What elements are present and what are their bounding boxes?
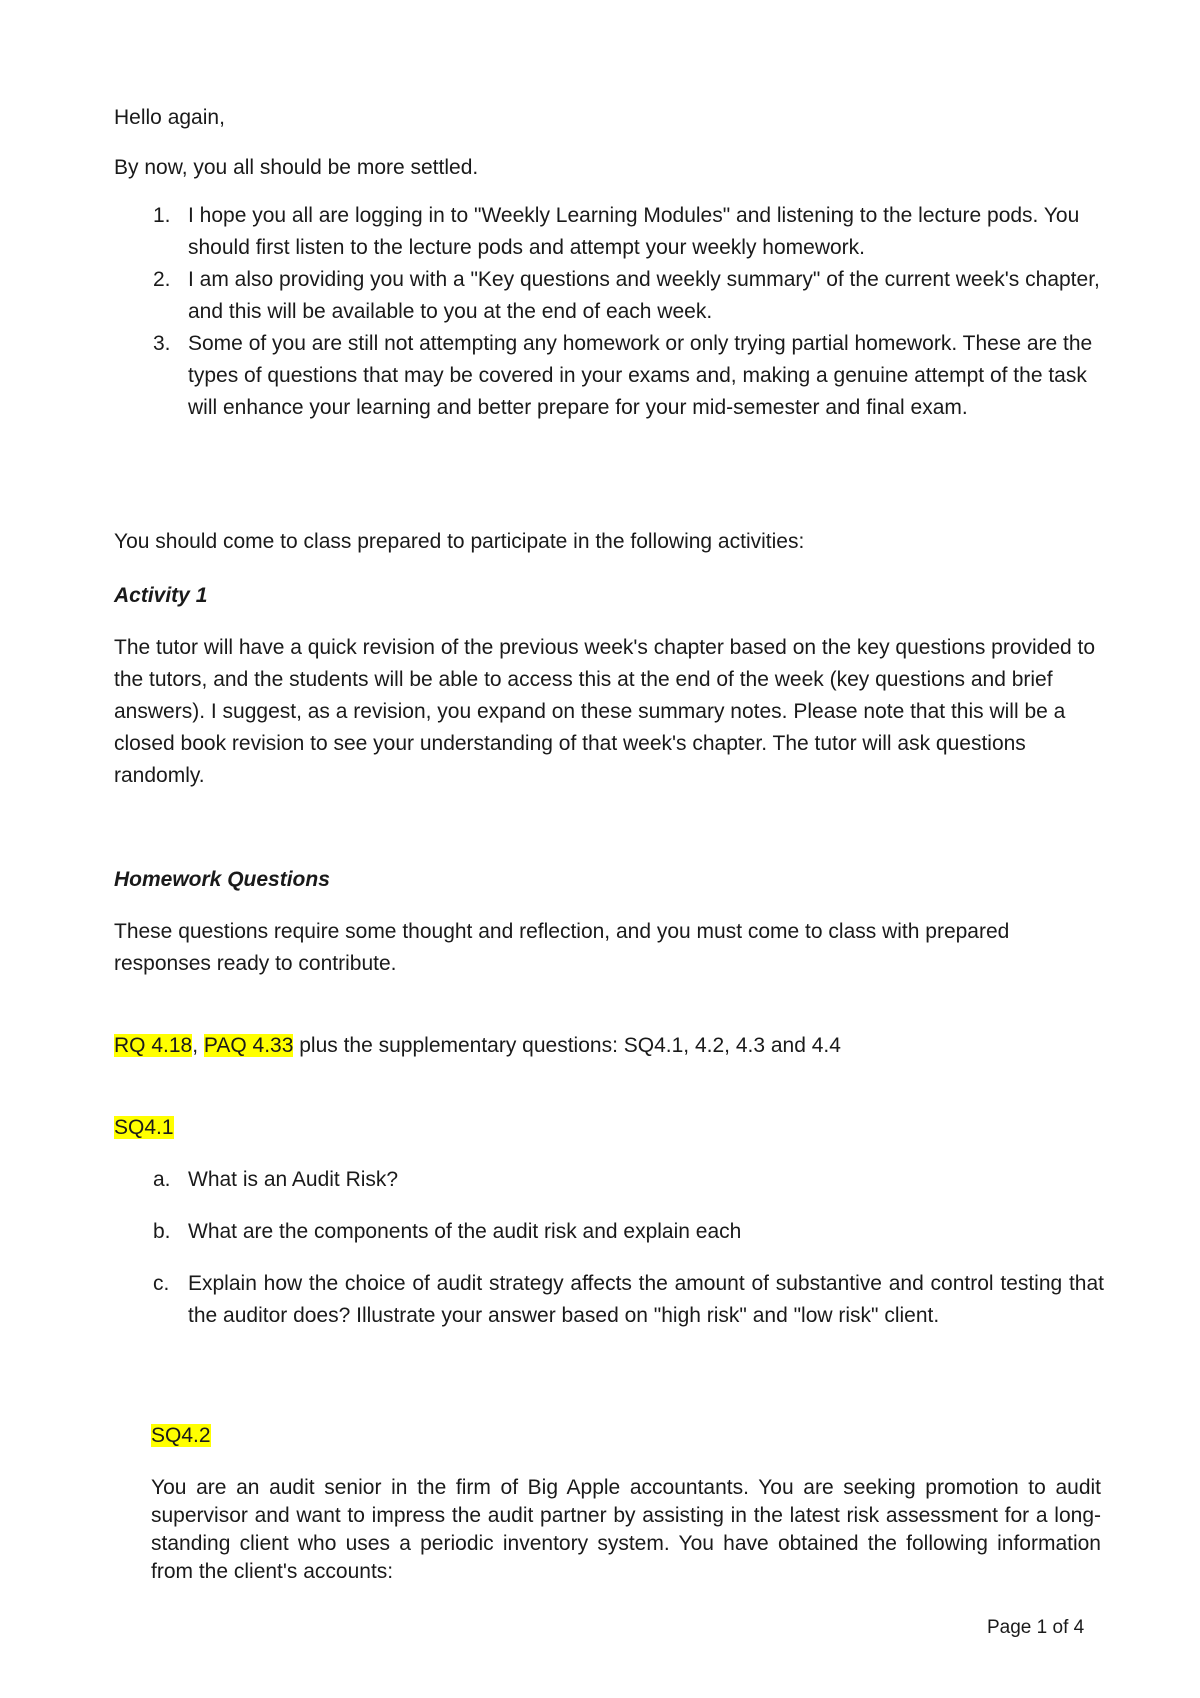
greeting: Hello again, <box>114 106 225 129</box>
list-item-text: What are the components of the audit risk and explain each <box>188 1220 742 1243</box>
homework-body: These questions require some thought and reflection, and you must come to class with prepared responses ready to contribute. <box>114 920 1010 975</box>
list-number: 1. <box>153 204 171 227</box>
list-item <box>114 1216 1104 1248</box>
intro-paragraph: By now, you all should be more settled. <box>114 156 479 179</box>
paq-reference: PAQ 4.33 <box>203 1034 294 1057</box>
sq42-label-text: SQ4.2 <box>151 1424 211 1447</box>
list-item <box>114 200 1104 264</box>
numbered-list <box>114 200 1104 424</box>
list-item <box>114 264 1104 328</box>
list-letter: c. <box>153 1272 170 1295</box>
list-item <box>114 1268 1104 1332</box>
list-item-text: Some of you are still not attempting any homework or only trying partial homework. These are the types of questions that may be covered in your exams and, making a genuine attempt of the task will enhance your learning and better prepare for your mid-semester and final exam. <box>188 332 1093 419</box>
activity-1-heading: Activity 1 <box>114 584 208 607</box>
list-number: 2. <box>153 268 171 291</box>
homework-heading: Homework Questions <box>114 868 330 891</box>
sq41-label-text: SQ4.1 <box>114 1116 174 1139</box>
supplementary-text: plus the supplementary questions: SQ4.1, 4.2, 4.3 and 4.4 <box>293 1034 841 1057</box>
sq41-label <box>114 1112 174 1144</box>
rq-reference: RQ 4.18 <box>114 1034 193 1057</box>
sq41-list <box>114 1164 1104 1332</box>
list-item-text: Explain how the choice of audit strategy affects the amount of substantive and control testing that the auditor does? Illustrate your answer based on "high risk" and "low risk" client. <box>188 1272 1104 1327</box>
list-item-text: I hope you all are logging in to "Weekly Learning Modules" and listening to the lecture pods. You should first listen to the lecture pods and attempt your weekly homework. <box>188 204 1080 259</box>
prepare-paragraph: You should come to class prepared to participate in the following activities: <box>114 530 805 553</box>
homework-references <box>114 1030 1114 1062</box>
list-number: 3. <box>153 332 171 355</box>
page-number-footer: Page 1 of 4 <box>987 1617 1085 1638</box>
list-item-text: I am also providing you with a "Key questions and weekly summary" of the current week's chapter, and this will be available to you at the end of each week. <box>188 268 1100 323</box>
list-item <box>114 328 1104 424</box>
list-item-text: What is an Audit Risk? <box>188 1168 399 1191</box>
sq42-body: You are an audit senior in the firm of Big Apple accountants. You are seeking promotion to audit supervisor and want to impress the audit partner by assisting in the latest risk assessment for a long-standing client who uses a periodic inventory system. You have obtained the following information from the client's accounts: <box>151 1476 1101 1583</box>
list-letter: b. <box>153 1220 171 1243</box>
sq42-label <box>151 1420 211 1452</box>
list-item <box>114 1164 1104 1196</box>
ref-separator: , <box>192 1034 204 1057</box>
activity-1-body: The tutor will have a quick revision of the previous week's chapter based on the key questions provided to the tutors, and the students will be able to access this at the end of the week (key questions and brief answers). I suggest, as a revision, you expand on these summary notes. Please note that this will be a closed book revision to see your understanding of that week's chapter. The tutor will ask questions randomly. <box>114 636 1096 787</box>
list-letter: a. <box>153 1168 171 1191</box>
